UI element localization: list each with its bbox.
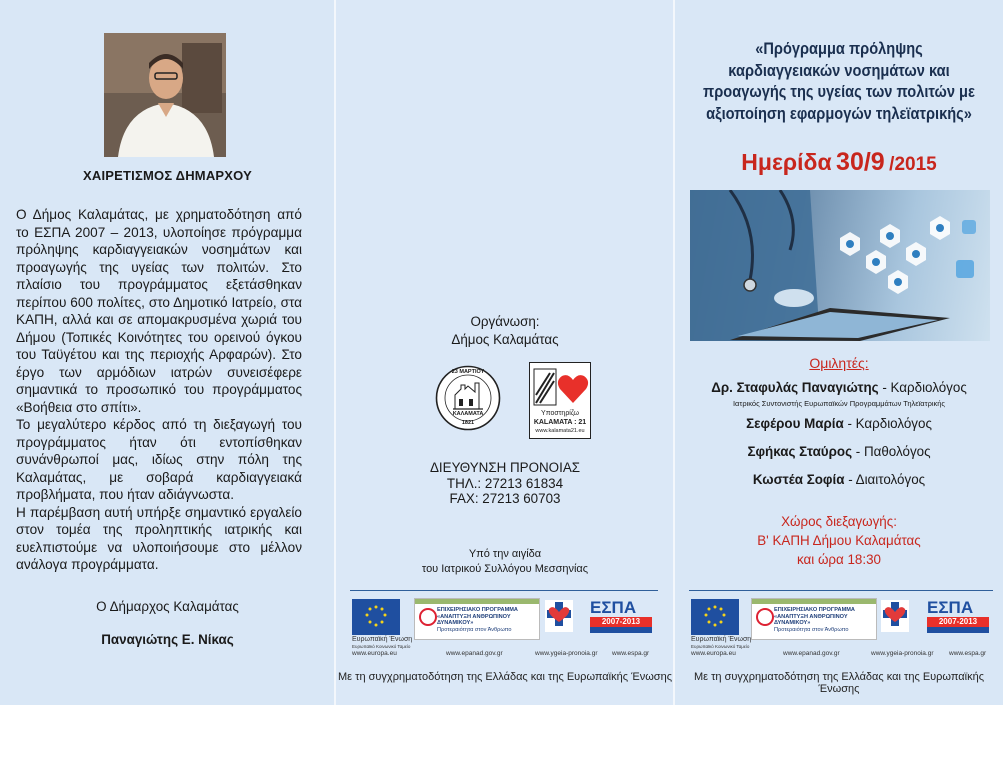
espa-logo <box>590 599 652 635</box>
event-date: 30/9 <box>836 148 885 176</box>
support-logo-line1: Υποστηρίζω <box>541 410 579 417</box>
speaker-1-subtitle: Ιατρικός Συντονιστής Ευρωπαϊκών Προγραμμάτων Τηλεϊατρικής <box>732 399 946 408</box>
speaker-name: Δρ. Σταφυλάς Παναγιώτης <box>711 380 879 395</box>
phone-number: ΤΗΛ.: 27213 61834 <box>446 476 564 491</box>
speaker-4 <box>675 472 1003 487</box>
greeting-paragraph: Η παρέμβαση αυτή υπήρξε σημαντικό εργαλείο στον τομέα της προληπτικής ιατρικής και ευελπιστούμε να υλοποιήσουμε στο μέλλον ανάλογα προγράμματα. <box>16 504 302 572</box>
speaker-3 <box>675 444 1003 459</box>
espa-bar <box>590 627 652 633</box>
cofunding-note: Με τη συγχρηματοδότηση της Ελλάδας και της Ευρωπαϊκής Ένωσης <box>693 671 985 695</box>
url-europa: www.europa.eu <box>691 650 736 657</box>
greeting-paragraph: Το μεγαλύτερο κέρδος από τη διεξαγωγή του προγράμματος ήταν ότι εντοπίσθηκαν συνάνθρωποί μας, ιδίως στην πόλη της Καλαμάτας, με σοβαρά καρδιαγγειακά προβλήματα, που ήταν αδιάγνωστα. <box>16 417 302 502</box>
program-logo <box>414 598 540 640</box>
eu-caption: Ευρωπαϊκή Ένωση <box>691 636 752 643</box>
greeting-paragraph: Ο Δήμος Καλαμάτας, με χρηματοδότηση από το ΕΣΠΑ 2007 – 2013, υλοποίησε πρόγραμμα πρόληψης καρδιαγγειακών νοσημάτων και προαγωγής της υγείας των πολιτών. Στο πλαίσιο του προγράμματος εξετάσθηκαν περίπου 600 πολίτες, στο Δημοτικό Ιατρείο, στα ΚΑΠΗ, αλλά και σε απομακρυσμένα χωριά του Δήμου (Τοπικές Κοινότητες του ορεινού όγκου του Ταϋγέτου και της περιοχής Αρφαρών). Στο έργο των αρμόδιων ιατρών συνεισέφερε σημαντικά το προσωπικό του προγράμματος «Βοήθεια στο σπίτι». <box>16 207 302 415</box>
support-logo-line2: KALAMATA : 21 <box>533 419 587 426</box>
venue-heading: Χώρος διεξαγωγής: <box>781 514 897 529</box>
speaker-name: Κωστέα Σοφία <box>752 472 845 487</box>
program-header: ΕΠΙΧΕΙΡΗΣΙΑΚΟ ΠΡΟΓΡΑΜΜΑ <box>774 607 855 613</box>
url-espa: www.espa.gr <box>612 650 650 657</box>
department-name: ΔΙΕΥΘΥΝΣΗ ΠΡΟΝΟΙΑΣ <box>429 460 581 475</box>
fax-number: FAX: 27213 60703 <box>449 491 561 506</box>
program-title: «Πρόγραμμα πρόληψης καρδιαγγειακών νοσημάτων και προαγωγής της υγείας των πολιτών με αξιοποίηση εφαρμογών τηλεϊατρικής» <box>703 39 975 123</box>
support-logo-url: www.kalamata21.eu <box>535 428 585 434</box>
event-day-heading <box>675 148 1003 177</box>
program-tagline: Προτεραιότητα στον Άνθρωπο <box>437 626 512 633</box>
signature-title: Ο Δήμαρχος Καλαμάτας <box>96 599 239 614</box>
espa-years: 2007-2013 <box>590 617 652 627</box>
speaker-1 <box>675 380 1003 395</box>
health-ministry-icon <box>545 600 573 632</box>
url-epanad: www.epanad.gov.gr <box>783 650 840 657</box>
eu-flag-icon <box>691 599 739 635</box>
eu-caption: Ευρωπαϊκή Ένωση <box>352 636 413 643</box>
espa-label: ΕΣΠΑ <box>590 598 637 617</box>
footer-rule <box>689 590 993 591</box>
eu-subcaption: Ευρωπαϊκό Κοινωνικό Ταμείο <box>352 644 411 649</box>
funding-logos-bar <box>350 597 660 657</box>
organizer-name: Δήμος Καλαμάτας <box>451 332 559 347</box>
signature-name: Παναγιώτης Ε. Νίκας <box>101 632 234 647</box>
espa-label: ΕΣΠΑ <box>927 598 974 617</box>
program-name: «ΑΝΑΠΤΥΞΗ ΑΝΘΡΩΠΙΝΟΥ ΔΥΝΑΜΙΚΟΥ» <box>437 613 511 626</box>
program-tagline: Προτεραιότητα στον Άνθρωπο <box>774 626 849 633</box>
speaker-2 <box>675 416 1003 431</box>
event-year: /2015 <box>889 154 937 175</box>
espa-years: 2007-2013 <box>927 617 989 627</box>
url-espa: www.espa.gr <box>949 650 987 657</box>
speakers-heading: Ομιλητές: <box>809 355 869 371</box>
program-header: ΕΠΙΧΕΙΡΗΣΙΑΚΟ ΠΡΟΓΡΑΜΜΑ <box>437 607 518 613</box>
url-europa: www.europa.eu <box>352 650 397 657</box>
footer-rule <box>350 590 658 591</box>
health-ministry-icon <box>881 600 909 632</box>
mayor-photo <box>104 33 226 157</box>
fold-line <box>673 0 675 705</box>
eu-flag-icon <box>352 599 400 635</box>
aegis-line2: του Ιατρικού Συλλόγου Μεσσηνίας <box>421 563 589 575</box>
organizer-label: Οργάνωση: <box>470 314 540 329</box>
seal-text-bottom: ΚΑΛΑΜΑΤΑ <box>452 411 484 417</box>
greeting-title: ΧΑΙΡΕΤΙΣΜΟΣ ΔΗΜΑΡΧΟΥ <box>83 168 252 183</box>
program-emblem-icon <box>756 608 774 626</box>
greeting-body <box>16 206 302 574</box>
cofunding-note: Με τη συγχρηματοδότηση της Ελλάδας και της Ευρωπαϊκής Ένωσης <box>337 671 673 683</box>
kalamata21-support-logo <box>529 362 591 439</box>
telemedicine-hero-image <box>690 190 990 341</box>
seal-year: 1821 <box>461 420 475 426</box>
municipality-seal-logo <box>435 365 501 431</box>
program-logo <box>751 598 877 640</box>
speaker-role: - Καρδιολόγος <box>878 380 967 395</box>
speaker-name: Σφήκας Σταύρος <box>747 444 853 459</box>
event-time: και ώρα 18:30 <box>796 552 881 567</box>
speaker-role: - Καρδιολόγος <box>843 416 932 431</box>
espa-bar <box>927 627 989 633</box>
speaker-role: - Διαιτολόγος <box>844 472 926 487</box>
funding-logos-bar <box>689 597 995 657</box>
seal-text-top: 23 ΜΑΡΤΙΟΥ <box>451 369 485 375</box>
speaker-role: - Παθολόγος <box>852 444 931 459</box>
espa-logo <box>927 599 989 635</box>
event-day-word: Ημερίδα <box>741 149 832 175</box>
url-ygeia: www.ygeia-pronoia.gr <box>535 650 598 657</box>
eu-subcaption: Ευρωπαϊκό Κοινωνικό Ταμείο <box>691 644 750 649</box>
venue-name: Β' ΚΑΠΗ Δήμου Καλαμάτας <box>757 533 921 548</box>
program-name: «ΑΝΑΠΤΥΞΗ ΑΝΘΡΩΠΙΝΟΥ ΔΥΝΑΜΙΚΟΥ» <box>774 613 848 626</box>
url-epanad: www.epanad.gov.gr <box>446 650 503 657</box>
aegis-line1: Υπό την αιγίδα <box>468 548 542 560</box>
url-ygeia: www.ygeia-pronoia.gr <box>871 650 934 657</box>
speaker-name: Σεφέρου Μαρία <box>746 416 844 431</box>
program-emblem-icon <box>419 608 437 626</box>
